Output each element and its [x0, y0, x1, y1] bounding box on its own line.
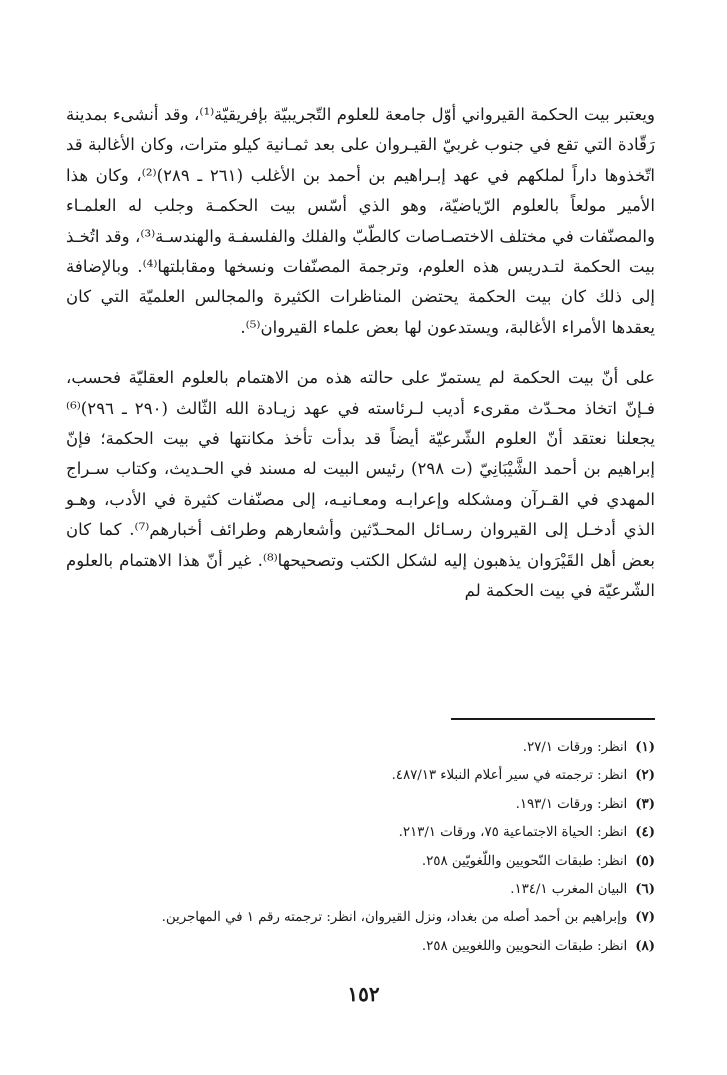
- footnote-text: انظر: ورقات ٢٧/١.: [522, 740, 628, 755]
- footnote-text: انظر: طبقات النّحويين واللّغويّين ٢٥٨.: [421, 853, 628, 869]
- footnote-4: [40, 819, 655, 847]
- footnote-8: [40, 933, 655, 961]
- footnote-text: انظر: الحياة الاجتماعية ٧٥، ورقات ٢١٣/١.: [398, 825, 628, 841]
- page-number: ١٥٢: [347, 982, 380, 1006]
- footnote-number: (٣): [635, 796, 655, 812]
- paragraph-1: ويعتبر بيت الحكمة القيرواني أوّل جامعة للعلوم التّجريبيّة بإفريقيّة⁽¹⁾، وقد أنشىء بمدينة رَقّادة التي تقع في جنوب غربيّ القيـروان على بعد ثمـانية كيلو مترات، وكان الأغالبة قد اتّخذوها داراً لملكهم في عهد إبـراهيم بن أحمد بن الأغلب (٢٦١ ـ ٢٨٩)⁽²⁾، وكان هذا الأمير مولعاً بالعلوم الرّياضيّة، وهو الذي أسّس بيت الحكمـة وجلب له العلمـاء والمصنّفات في مختلف الاختصـاصات كالطّبّ والفلك والفلسفـة والهندسـة⁽³⁾، وقد اتُخـذ بيت الحكمة لتـدريس هذه العلوم، وترجمة المصنّفات ونسخها ومقابلتها⁽⁴⁾. وبالإضافة إلى ذلك كان بيت الحكمة يحتضن المناظرات الكثيرة والمجالس العلميّة التي كان يعقدها الأمراء الأغالبة، ويستدعون لها بعض علماء القيروان⁽⁵⁾.: [66, 105, 655, 337]
- footnote-number: (٤): [635, 825, 655, 841]
- footnote-number: (١): [635, 740, 655, 755]
- footnotes-list: [40, 734, 655, 961]
- footnote-number: (٨): [635, 938, 655, 954]
- footnote-2: [40, 762, 655, 790]
- footnote-3: [40, 791, 655, 819]
- footnote-number: (٦): [635, 882, 655, 898]
- footnote-text: انظر: ورقات ١٩٣/١.: [515, 796, 628, 812]
- footnote-separator: [451, 718, 655, 720]
- footnote-5: [40, 848, 655, 876]
- footnote-text: وإبراهيم بن أحمد أصله من بغداد، ونزل القيروان، انظر: ترجمته رقم ١ في المهاجرين.: [161, 910, 628, 926]
- main-text: [66, 100, 655, 607]
- footnote-text: البيان المغرب ١٣٤/١.: [510, 882, 628, 898]
- footnote-number: (٥): [635, 853, 655, 869]
- footnote-number: (٢): [635, 768, 655, 784]
- footnote-1: [40, 734, 655, 762]
- footnote-text: انظر: ترجمته في سير أعلام النبلاء ٤٨٧/١٣.: [391, 768, 628, 784]
- footnote-7: [40, 904, 655, 932]
- footnote-text: انظر: طبقات النحويين واللغويين ٢٥٨.: [421, 938, 628, 954]
- footnote-6: [40, 876, 655, 904]
- footnote-number: (٧): [635, 910, 655, 926]
- paragraph-2: على أنّ بيت الحكمة لم يستمرّ على حالته هذه من الاهتمام بالعلوم العقليّة فحسب، فـإنّ اتخاذ محـدّث مقرىء أديب لـرئاسته في عهد زيـادة الله الثّالث (٢٩٠ ـ ٢٩٦)⁽⁶⁾ يجعلنا نعتقد أنّ العلوم الشّرعيّة أيضاً قد بدأت تأخذ مكانتها في بيت الحكمة؛ فإنّ إبراهيم بن أحمد الشَّيْبَانِيّ (ت ٢٩٨) رئيس البيت له مسند في الحـديث، وكتاب سـراج المهدي في القـرآن ومشكله وإعرابـه ومعـانيـه، إلى مصنّفات كثيرة في الأدب، وهـو الذي أدخـل إلى القيروان رسـائل المحـدّثين وأشعارهم وطرائف أخبارهم⁽⁷⁾. كما كان بعض أهل القَيْرَوان يذهبون إليه لشكل الكتب وتصحيحها⁽⁸⁾. غير أنّ هذا الاهتمام بالعلوم الشّرعيّة في بيت الحكمة لم: [66, 368, 655, 601]
